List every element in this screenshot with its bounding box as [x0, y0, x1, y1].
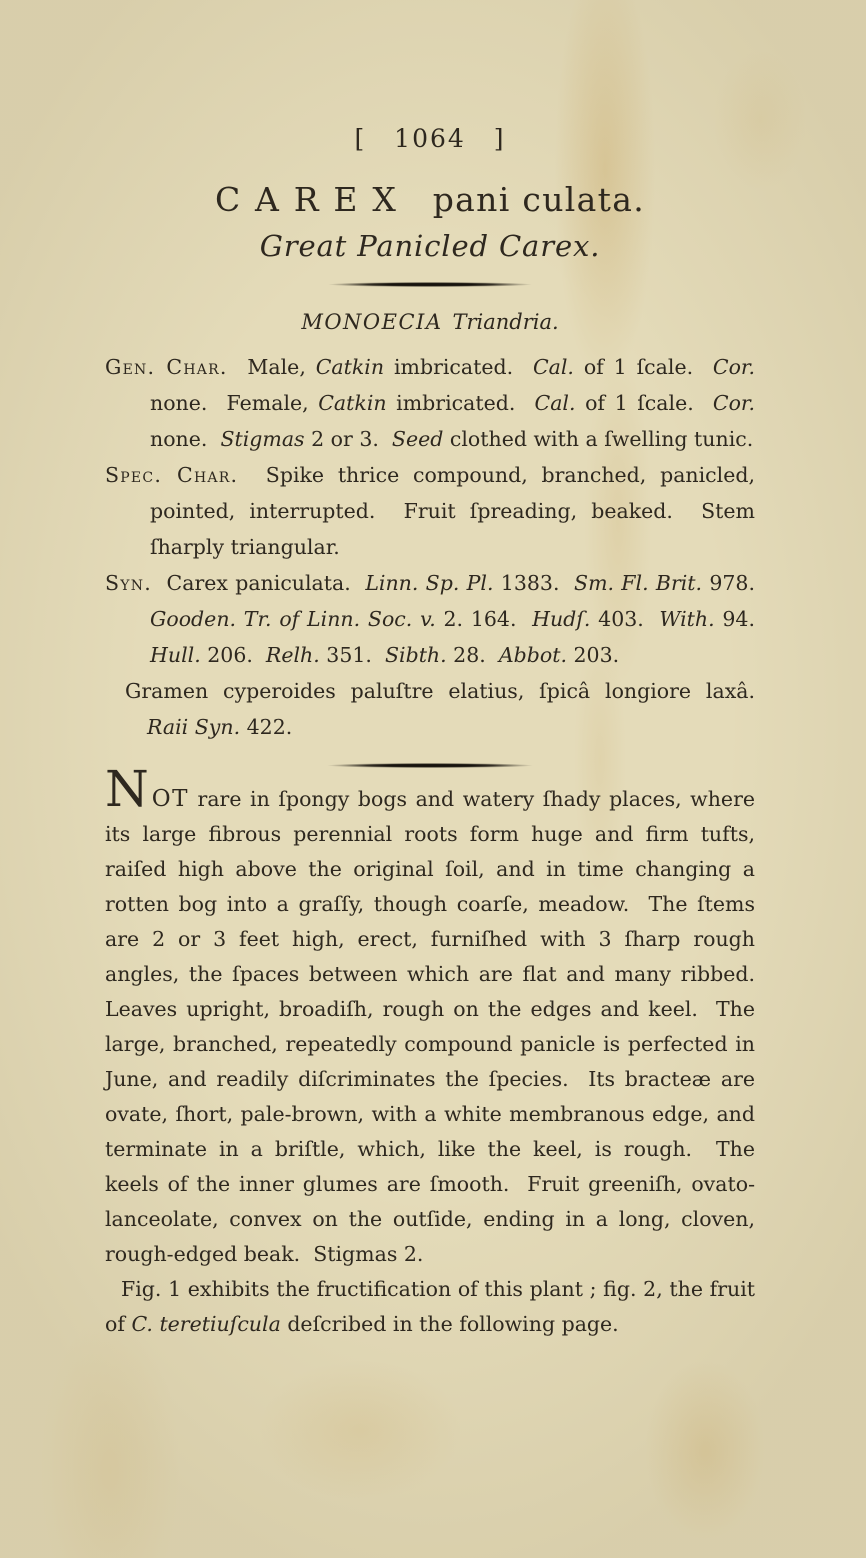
text-run: rare in ſpongy bogs and watery ſhady places, where its large fibrous perennial roots form huge and firm tufts, raiſed high above the original ſoil, and in time changing a rotten bog into a graſſy, though coarſe, meadow. The ſtems are 2 or 3 feet high, erect, furniſhed with 3 ſharp rough angles, the ſpaces between which are flat and many ribbed. Leaves upright, broadiſh, rough on the edges and keel. The large, branched, repeatedly compound panicle is perfected in June, and readily diſcriminates the ſpecies. Its bracteæ are ovate, ſhort, pale-brown, with a white membranous edge, and terminate in a briſtle, which, like the keel, is rough. The keels of the inner glumes are ſmooth. Fruit greeniſh, ovato-lanceolate, convex on the outſide, ending in a long, cloven, rough-edged beak. Stigmas 2. [105, 787, 769, 1266]
text-run: Gen. Char. [105, 355, 228, 379]
text-run: Raii Syn. [147, 715, 241, 739]
text-run: Spec. Char. [105, 463, 239, 487]
text-run: 2. 164. [435, 607, 533, 631]
gramen-paragraph [105, 673, 769, 745]
text-run: Sibth. [384, 643, 447, 667]
text-run: 978. [702, 571, 769, 595]
text-run: 403. [590, 607, 660, 631]
text-run: imbricated. [384, 355, 533, 379]
text-run: 351. [319, 643, 385, 667]
figure-note-paragraph [105, 1272, 762, 1342]
text-run: none. [150, 391, 762, 451]
text-run: none. Female, [150, 355, 762, 415]
taxonomy-class: Triandria. [452, 310, 559, 334]
text-run: Seed [391, 427, 444, 451]
text-run: 203. [566, 643, 620, 667]
text-run: 206. [200, 643, 266, 667]
text-run: clothed with a ſwelling tunic. [443, 427, 754, 451]
text-run: Syn. [105, 571, 152, 595]
text-run: Catkin [318, 391, 387, 415]
page-number: [ 1064 ] [354, 124, 506, 153]
text-run: of 1 ſcale. [575, 391, 713, 415]
text-run: Catkin [315, 355, 385, 379]
page-title [105, 178, 755, 222]
text-run: Carex paniculata. [151, 571, 366, 595]
common-name: Great Panicled Carex. [259, 229, 601, 263]
text-run: deſcribed in the following page. [280, 1312, 619, 1336]
text-run: N [105, 760, 152, 818]
text-run: Male, [227, 355, 316, 379]
text-run: Sm. Fl. Brit. [574, 571, 703, 595]
text-run: Fig. 1 exhibits the fructification of this plant ; fig. 2, the fruit of [105, 1277, 762, 1336]
text-run: C. teretiuſcula [131, 1312, 281, 1336]
taxonomy-line [105, 307, 755, 337]
text-run: Cor. [712, 391, 755, 415]
genus-name: CAREX [214, 180, 411, 219]
text-run: Spike thrice compound, branched, panicled, pointed, interrupted. Fruit ſpreading, beaked. Stem ſharply triangular. [150, 463, 762, 559]
text-run: of 1 ſcale. [573, 355, 713, 379]
text-run: Stigmas [220, 427, 305, 451]
text-run: 1383. [493, 571, 575, 595]
text-run: Cal. [534, 391, 576, 415]
spec-char-paragraph [105, 457, 762, 565]
syn-paragraph [105, 565, 769, 673]
text-run: Hull. [150, 643, 201, 667]
text-run: imbricated. [386, 391, 535, 415]
species-name: pani culata. [432, 180, 646, 219]
text-run: Cal. [532, 355, 574, 379]
text-run: Gramen cyperoides paluſtre elatius, ſpicâ longiore laxâ. [125, 679, 769, 703]
section-divider-top [328, 282, 532, 287]
description-paragraph [105, 760, 769, 1272]
gen-char-paragraph [105, 349, 762, 457]
text-run: With. [659, 607, 715, 631]
text-run: 94. [714, 607, 769, 631]
text-run: Abbot. [498, 643, 567, 667]
section-divider-middle [327, 763, 533, 768]
text-run: Hudſ. [532, 607, 591, 631]
text-run: OT [151, 786, 189, 812]
text-run: Cor. [712, 355, 755, 379]
text-run: 28. [446, 643, 499, 667]
taxonomy-order: MONOECIA [301, 310, 443, 334]
text-run: 422. [240, 715, 293, 739]
text-run: Relh. [265, 643, 320, 667]
text-run: 2 or 3. [304, 427, 392, 451]
text-run: Linn. Sp. Pl. [365, 571, 494, 595]
text-run: Gooden. Tr. of Linn. Soc. v. [150, 607, 436, 631]
